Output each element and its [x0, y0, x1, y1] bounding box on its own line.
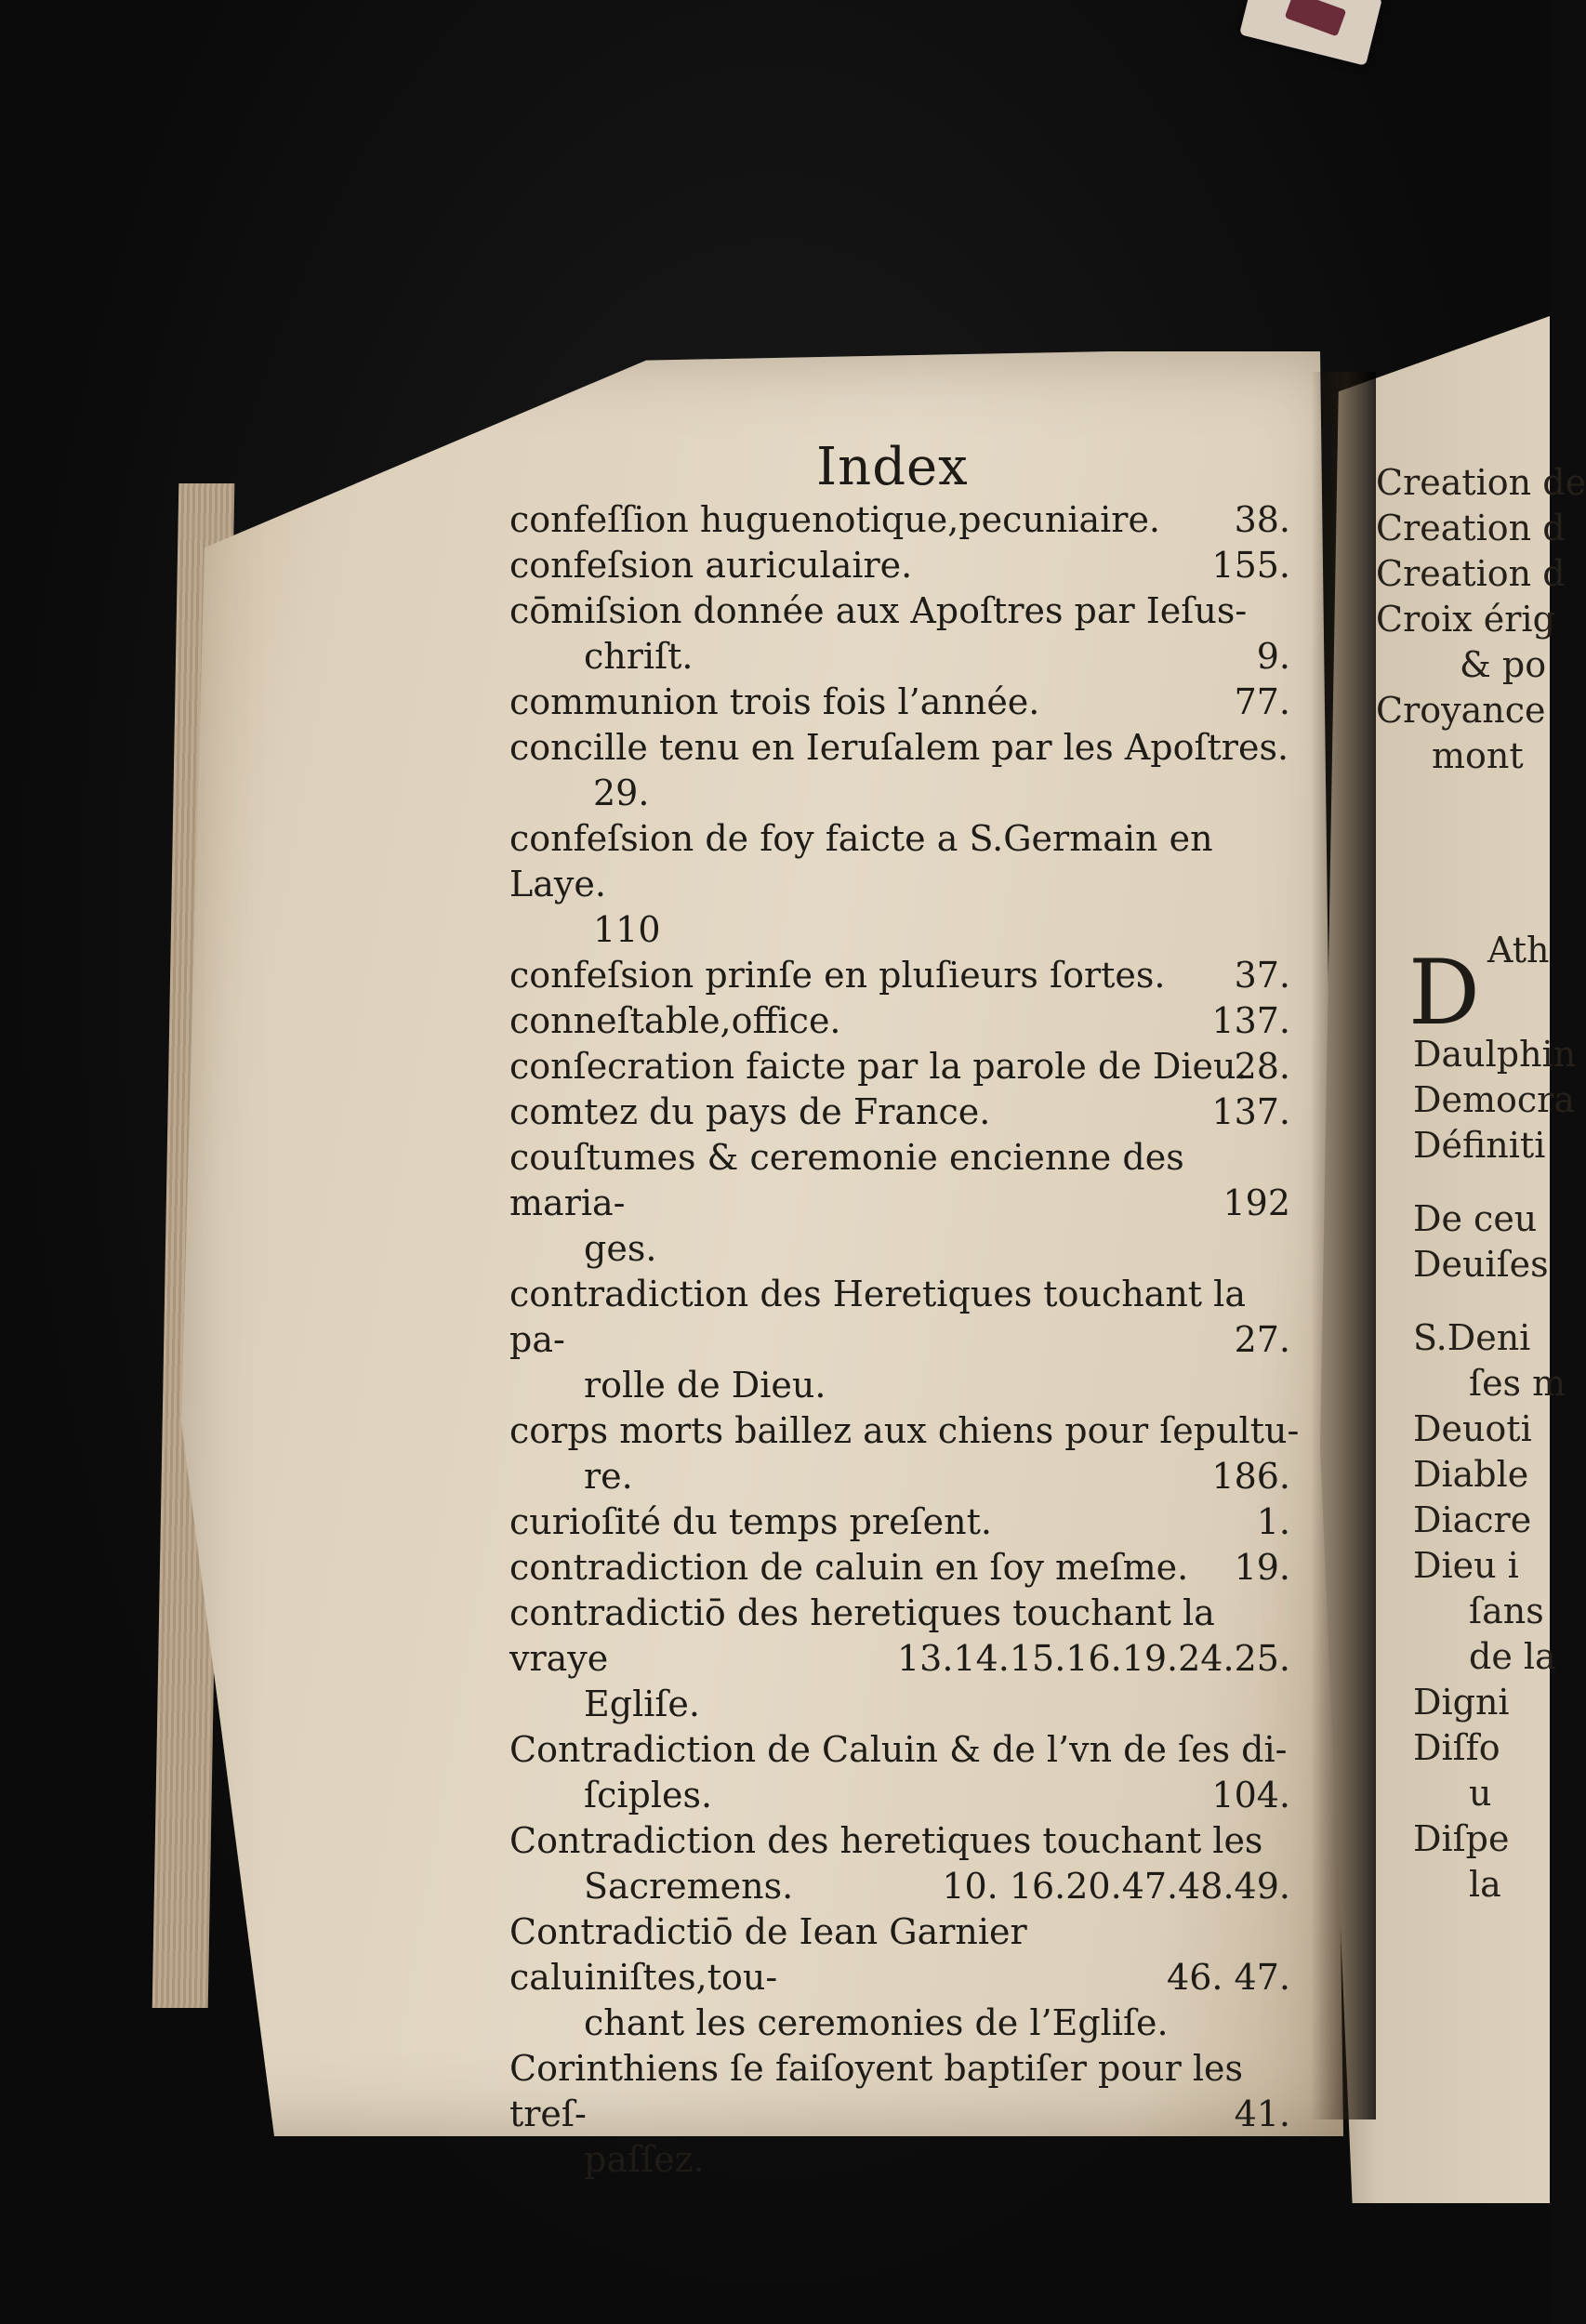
right-page-line: Democra	[1413, 1079, 1575, 1120]
index-entry	[509, 1089, 1300, 1135]
entry-page: 19.	[1234, 1547, 1290, 1588]
entry-page: 192	[1223, 1182, 1290, 1223]
right-page-line: mont	[1432, 735, 1524, 776]
entry-text: contradictiō des heretiques touchant la vraye	[509, 1592, 1215, 1679]
right-page-line: la	[1469, 1864, 1501, 1905]
index-entry	[509, 1044, 1300, 1089]
index-entry	[509, 1135, 1300, 1272]
index-entry	[509, 816, 1300, 953]
entry-page: 38.	[1234, 499, 1290, 540]
entry-continuation: chriſt.	[584, 636, 694, 677]
entry-text: Contradiction de Caluin & de l’vn de ſes di-	[509, 1729, 1288, 1770]
entry-continuation: chant les ceremonies de l’Egliſe.	[584, 2002, 1169, 2043]
entry-text: couſtumes & ceremonie encienne des maria-	[509, 1137, 1184, 1223]
right-page-line: De ceu	[1413, 1198, 1538, 1239]
index-entry	[509, 1499, 1300, 1545]
right-page-line: Daulphin	[1413, 1034, 1577, 1075]
entry-text: conſecration faicte par la parole de Dieu.	[509, 1046, 1248, 1087]
entry-page: 104.	[1211, 1775, 1290, 1816]
index-entry	[509, 1545, 1300, 1591]
entry-continuation: ges.	[584, 1228, 657, 1269]
entry-continuation: ſciples.	[584, 1775, 713, 1816]
index-entry	[509, 953, 1300, 998]
index-entry	[509, 543, 1300, 588]
index-entry	[509, 1591, 1300, 1727]
entry-text: contradiction de caluin en ſoy meſme.	[509, 1547, 1189, 1588]
right-page-line: Dieu i	[1413, 1545, 1519, 1586]
entry-text: contradiction des Heretiques touchant la pa-	[509, 1274, 1246, 1360]
entry-page: 46. 47.	[1167, 1957, 1290, 1998]
entry-page: 110	[593, 909, 661, 950]
entry-page: 29.	[593, 772, 650, 813]
index-entry	[509, 2046, 1300, 2183]
right-page-line: Creation de	[1376, 462, 1586, 503]
entry-text: concille tenu en Ieruſalem par les Apoſtres.	[509, 727, 1289, 768]
drop-cap-rest: Ath	[1487, 930, 1550, 971]
entry-page: 37.	[1234, 955, 1290, 996]
right-page-line: ſans	[1469, 1591, 1544, 1631]
right-page-line: Digni	[1413, 1682, 1510, 1723]
right-page-line: Définiti	[1413, 1125, 1546, 1166]
drop-cap: D	[1408, 941, 1480, 1045]
entry-text: corps morts baillez aux chiens pour ſepultu-	[509, 1410, 1300, 1451]
entry-text: communion trois fois l’année.	[509, 681, 1040, 722]
right-page-line: Creation d	[1376, 508, 1566, 548]
right-page-line: Creation d	[1376, 553, 1566, 594]
index-entry	[509, 680, 1300, 725]
entry-text: confeſſion huguenotique,pecuniaire.	[509, 499, 1161, 540]
right-page-line: ſes m	[1469, 1363, 1566, 1404]
right-page-line: Croyance	[1376, 690, 1546, 731]
entry-page: 1.	[1256, 1501, 1290, 1542]
index-entry	[509, 497, 1300, 543]
right-page-top-lines	[1376, 460, 1586, 779]
entry-page: 137.	[1211, 1091, 1290, 1132]
right-page-line: de la	[1469, 1636, 1556, 1677]
right-page-line: Diſfo	[1413, 1727, 1500, 1768]
index-entries	[509, 497, 1300, 2183]
entry-continuation: Sacremens.	[584, 1866, 794, 1907]
entry-page: 77.	[1234, 681, 1290, 722]
entry-text: cōmiſsion donnée aux Apoſtres par Ieſus-	[509, 590, 1248, 631]
entry-text: Contradictiō de Iean Garnier caluiniſtes,tou-	[509, 1911, 1027, 1998]
entry-page: 10. 16.20.47.48.49.	[942, 1866, 1290, 1907]
entry-page: 28.	[1234, 1046, 1290, 1087]
entry-continuation: Egliſe.	[584, 1684, 701, 1724]
page-title: Index	[816, 437, 969, 497]
entry-page: 186.	[1211, 1456, 1290, 1497]
entry-continuation: re.	[584, 1456, 633, 1497]
index-entry	[509, 1408, 1300, 1499]
right-page-line: u	[1469, 1773, 1492, 1814]
entry-continuation: rolle de Dieu.	[584, 1365, 826, 1406]
entry-page: 41.	[1234, 2093, 1290, 2134]
right-page-line: Diacre	[1413, 1499, 1532, 1540]
entry-page: 137.	[1211, 1000, 1290, 1041]
entry-text: Contradiction des heretiques touchant les	[509, 1820, 1263, 1861]
entry-text: confeſsion de foy faicte a S.Germain en Laye.	[509, 818, 1213, 905]
right-page-line: Deuoti	[1413, 1408, 1532, 1449]
index-entry	[509, 998, 1300, 1044]
entry-text: conneſtable,office.	[509, 1000, 841, 1041]
entry-text: comtez du pays de France.	[509, 1091, 991, 1132]
right-page-line: S.Deni	[1413, 1317, 1531, 1358]
right-page-line: Diable	[1413, 1454, 1529, 1495]
entry-text: curioſité du temps preſent.	[509, 1501, 992, 1542]
index-entry	[509, 588, 1300, 680]
entry-page: 27.	[1234, 1319, 1290, 1360]
right-page-line: Croix érig	[1376, 599, 1555, 640]
index-entry	[509, 1909, 1300, 2046]
entry-page: 9.	[1256, 636, 1290, 677]
index-entry	[509, 1272, 1300, 1408]
right-page-lower-lines	[1413, 1032, 1577, 1908]
entry-text: Corinthiens ſe faiſoyent baptiſer pour les treſ-	[509, 2048, 1244, 2134]
right-page-line: Deuiſes	[1413, 1244, 1549, 1285]
right-page-line: Diſpe	[1413, 1818, 1510, 1859]
entry-page: 13.14.15.16.19.24.25.	[896, 1638, 1290, 1679]
index-entry	[509, 725, 1300, 816]
entry-page: 155.	[1211, 545, 1290, 586]
book-gutter	[1311, 372, 1376, 2119]
entry-text: confeſsion auriculaire.	[509, 545, 913, 586]
index-entry	[509, 1818, 1300, 1909]
entry-text: confeſsion prinſe en pluſieurs ſortes.	[509, 955, 1166, 996]
right-page-line: & po	[1460, 644, 1547, 685]
index-entry	[509, 1727, 1300, 1818]
entry-continuation: paſſez.	[584, 2139, 705, 2180]
